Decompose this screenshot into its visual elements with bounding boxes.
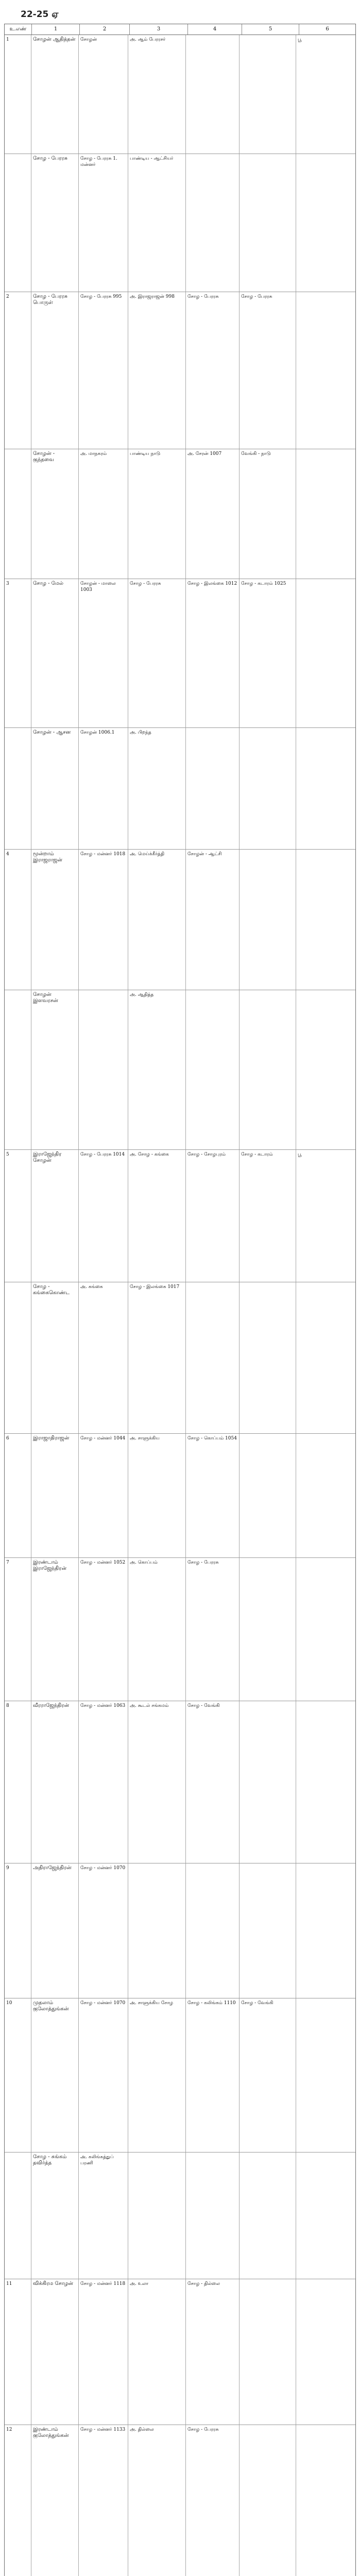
table-cell: சோழ - வேங்கி (186, 1701, 240, 1863)
table-cell: இரண்டாம் குலோத்துங்கன் (31, 2425, 79, 2576)
table-cell: சோழ - மேல் (31, 579, 79, 727)
table-cell: சோழ - மன்னர் 1063 (79, 1701, 128, 1863)
table-cell (296, 1998, 355, 2152)
table-cell: அதிராஜேந்திரன் (31, 1863, 79, 1998)
table-cell: அ. கொப்பம் (128, 1558, 186, 1701)
table-cell (240, 1282, 296, 1433)
table-cell: அ. இராஜராஜன் 998 (128, 292, 186, 449)
table-cell: சோழ - கலிங்கம் 1110 (186, 1998, 240, 2152)
table-cell (296, 579, 355, 727)
table-cell (5, 449, 31, 579)
table-cell: சோழ - பேரரசு (186, 1558, 240, 1701)
table-cell: 5 (5, 1150, 31, 1282)
table-cell (186, 1282, 240, 1433)
table-row (5, 1558, 355, 1701)
table-cell (5, 990, 31, 1149)
table-cell (296, 1863, 355, 1998)
table-cell: சோழ - இலங்கை 1012 (186, 579, 240, 727)
table-cell (240, 1863, 296, 1998)
table-cell: சோழன் 1006.1 (79, 728, 128, 849)
table-cell: 4 (5, 850, 31, 990)
table-cell (79, 990, 128, 1149)
table-cell (296, 292, 355, 449)
column-header: 6 (326, 26, 329, 32)
table-cell: சோழ - மன்னர் 1118 (79, 2279, 128, 2425)
column-header: 5 (242, 24, 299, 35)
table-cell (240, 35, 296, 154)
table-cell: அ. கூடல் சங்கமம் (128, 1701, 186, 1863)
table-row (5, 1150, 355, 1282)
table-cell (186, 728, 240, 849)
table-cell (186, 990, 240, 1149)
table-row (5, 728, 355, 850)
table-cell: சோழ - சுங்கம் தவிர்த்த (31, 2153, 79, 2279)
table-cell: அ. தில்லை (128, 2425, 186, 2576)
table-cell: மூன்றாம் இராஜராஜன் (31, 850, 79, 990)
column-header: உ.எண் (5, 24, 32, 35)
table-cell: சோழ - பேரரசு (128, 579, 186, 727)
table-cell: சோழ - மன்னர் 1052 (79, 1558, 128, 1701)
table-cell: 3 (5, 579, 31, 727)
table-cell (186, 2153, 240, 2279)
table-cell: சோழன் - மாலை 1003 (79, 579, 128, 727)
table-cell (296, 728, 355, 849)
table-cell (296, 1701, 355, 1863)
table-cell (296, 1558, 355, 1701)
table-cell: 9 (5, 1863, 31, 1998)
table-cell: 10 (5, 1998, 31, 2152)
table-cell: சோழன் - ஆசன (31, 728, 79, 849)
table-cell (186, 35, 240, 154)
table-cell: சோழ - பேரரசு (186, 2425, 240, 2576)
column-header: 3 (130, 24, 188, 35)
table-cell: 7 (5, 1558, 31, 1701)
table-row (5, 2425, 355, 2576)
table-cell: சோழ - பேரரசு (240, 292, 296, 449)
table-cell: இரண்டாம் இராஜேந்திரன் (31, 1558, 79, 1701)
table-cell: அ. சேரன் 1007 (186, 449, 240, 579)
table-cell (240, 1558, 296, 1701)
table-cell (240, 2279, 296, 2425)
table-cell: வேங்கி - நாடு (240, 449, 296, 579)
table-cell: சோழ - பேரரசு (186, 292, 240, 449)
table-cell: முதலாம் குலோத்துங்கன் (31, 1998, 79, 2152)
table-row (5, 1701, 355, 1863)
table-cell: சோழ - தில்லை (186, 2279, 240, 2425)
table-row (5, 1863, 355, 1998)
table-cell (296, 1434, 355, 1557)
table-cell (240, 850, 296, 990)
table-cell: பூ (298, 1152, 302, 1157)
table-cell (128, 2153, 186, 2279)
table-cell: விக்கிரம சோழன் (31, 2279, 79, 2425)
table-cell: அ. ஆம் பேரரசர் (128, 35, 186, 154)
table-cell: 11 (5, 2279, 31, 2425)
column-header: 2 (80, 24, 130, 35)
table-cell: பூ (298, 37, 302, 42)
table-cell: வீரராஜேந்திரன் (31, 1701, 79, 1863)
table-cell: அ. உலா (128, 2279, 186, 2425)
table-cell: அ. சாளுக்கிய (128, 1434, 186, 1557)
table-cell (128, 1863, 186, 1998)
table-cell: சோழ - மன்னர் 1044 (79, 1434, 128, 1557)
table-cell: 12 (5, 2425, 31, 2576)
table-cell (296, 990, 355, 1149)
table-cell (5, 728, 31, 849)
table-cell: சோழ - பேரரசு 1. மன்னர் (79, 154, 128, 292)
table-cell (240, 2425, 296, 2576)
genealogy-table (4, 24, 356, 2576)
table-cell: 6 (5, 1434, 31, 1557)
table-cell (5, 154, 31, 292)
table-cell: அ. மெய்க்கீர்த்தி (128, 850, 186, 990)
table-cell (240, 1701, 296, 1863)
column-header: 1 (32, 24, 80, 35)
table-cell: இராஜாதிராஜன் (31, 1434, 79, 1557)
table-cell: சோழ - பேரரசு (31, 154, 79, 292)
table-row (5, 449, 355, 579)
table-cell: பாண்டிய நாடு (128, 449, 186, 579)
table-cell (240, 990, 296, 1149)
table-cell (240, 154, 296, 292)
table-cell (240, 1434, 296, 1557)
table-row (5, 1434, 355, 1558)
table-row (5, 850, 355, 990)
table-cell (296, 449, 355, 579)
table-row (5, 2153, 355, 2279)
table-cell: அ. பிறந்த (128, 728, 186, 849)
table-row (5, 990, 355, 1150)
table-cell: சோழ - மன்னர் 1133 (79, 2425, 128, 2576)
table-cell (296, 1282, 355, 1433)
table-cell: சோழ - மன்னர் 1070 (79, 1863, 128, 1998)
table-cell: சோழ - கங்கைகொண்ட (31, 1282, 79, 1433)
table-cell: இராஜேந்திர சோழன் (31, 1150, 79, 1282)
table-cell: அ. சாளுக்கிய சோழ (128, 1998, 186, 2152)
table-cell: சோழ - கடாரம் (240, 1150, 296, 1282)
table-row (5, 154, 355, 292)
table-cell: சோழ - இலங்கை 1017 (128, 1282, 186, 1433)
table-cell: 8 (5, 1701, 31, 1863)
table-cell (296, 850, 355, 990)
table-cell (186, 1863, 240, 1998)
table-cell: சோழன் - குந்தவை (31, 449, 79, 579)
table-cell (240, 728, 296, 849)
table-cell (296, 2425, 355, 2576)
column-header: 4 (188, 24, 242, 35)
table-cell: அ. ஆதித்த (128, 990, 186, 1149)
table-cell (296, 154, 355, 292)
table-cell: சோழன் ஆதித்தன் (31, 35, 79, 154)
table-row (5, 1282, 355, 1434)
table-cell: அ. கங்கை (79, 1282, 128, 1433)
table-cell: சோழ - கொப்பம் 1054 (186, 1434, 240, 1557)
table-cell: சோழ - சோழபுரம் (186, 1150, 240, 1282)
table-row (5, 1998, 355, 2153)
table-cell: சோழ - பேரரசு 1014 (79, 1150, 128, 1282)
table-cell: சோழ - கடாரம் 1025 (240, 579, 296, 727)
table-header (5, 24, 355, 35)
table-cell (5, 2153, 31, 2279)
table-cell (296, 2153, 355, 2279)
table-row (5, 579, 355, 728)
table-cell: சோழ - பேரரசு 995 (79, 292, 128, 449)
table-cell: சோழ - மன்னர் 1070 (79, 1998, 128, 2152)
table-cell: சோழன் - ஆட்சி (186, 850, 240, 990)
table-row (5, 35, 355, 154)
table-row (5, 292, 355, 449)
table-cell: 2 (5, 292, 31, 449)
table-cell: அ. சோழ - கங்கை (128, 1150, 186, 1282)
table-cell: சோழ - பேரரசு பொருள் (31, 292, 79, 449)
table-cell: சோழ - மன்னர் 1018 (79, 850, 128, 990)
table-cell: சோழன் (79, 35, 128, 154)
table-cell: அ. கலிங்கத்துப் பரணி (79, 2153, 128, 2279)
table-cell: அ. மாநகரம் (79, 449, 128, 579)
table-cell (186, 154, 240, 292)
table-cell: பாண்டிய - ஆட்சியர் (128, 154, 186, 292)
table-cell (296, 2279, 355, 2425)
table-cell (5, 1282, 31, 1433)
table-cell (240, 2153, 296, 2279)
table-row (5, 2279, 355, 2425)
table-cell: 1 (5, 35, 31, 154)
page-title: 22-25 ஏ (21, 9, 59, 20)
table-body (5, 35, 355, 2576)
table-cell: சோழன் இளவரசன் (31, 990, 79, 1149)
table-cell: சோழ - வேங்கி (240, 1998, 296, 2152)
